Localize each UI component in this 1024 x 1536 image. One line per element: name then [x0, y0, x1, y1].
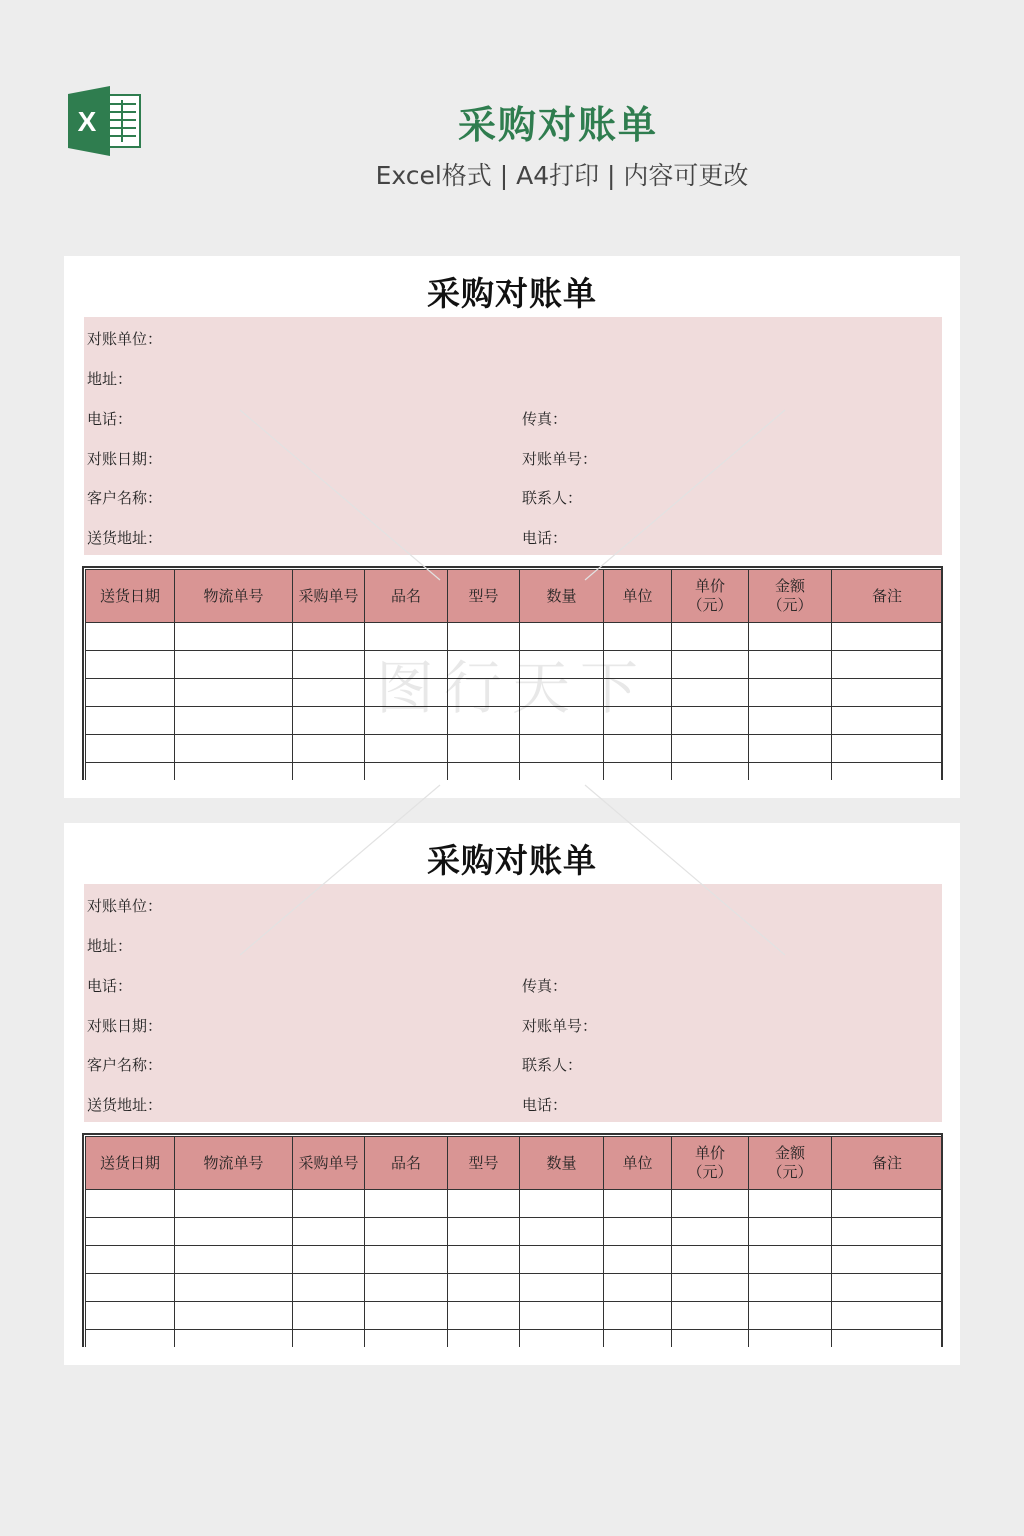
table-cell[interactable]	[86, 1330, 175, 1348]
table-cell[interactable]	[672, 763, 749, 781]
table-cell[interactable]	[175, 1190, 293, 1218]
contact-label: 联系人：	[522, 1056, 583, 1074]
table-row	[86, 1330, 943, 1348]
table-cell[interactable]	[293, 763, 365, 781]
statement-table-wrap	[82, 1133, 943, 1347]
table-cell[interactable]	[365, 707, 448, 735]
table-cell[interactable]	[365, 651, 448, 679]
table-cell[interactable]	[749, 651, 832, 679]
table-cell[interactable]	[520, 623, 604, 651]
statement-no-label: 对账单号：	[522, 1017, 598, 1035]
table-cell[interactable]	[672, 707, 749, 735]
column-header: 型号	[448, 570, 520, 623]
table-cell[interactable]	[293, 1274, 365, 1302]
table-cell[interactable]	[832, 735, 943, 763]
table-cell[interactable]	[365, 1190, 448, 1218]
phone2-label: 电话：	[522, 529, 568, 547]
date-label: 对账日期：	[87, 1017, 163, 1035]
table-cell[interactable]	[365, 735, 448, 763]
column-header: 单位	[604, 570, 672, 623]
table-cell[interactable]	[86, 735, 175, 763]
table-cell[interactable]	[749, 1246, 832, 1274]
table-cell[interactable]	[365, 1274, 448, 1302]
contact-label: 联系人：	[522, 489, 583, 507]
date-label: 对账日期：	[87, 450, 163, 468]
table-cell[interactable]	[520, 1330, 604, 1348]
table-cell[interactable]	[175, 1274, 293, 1302]
table-row	[86, 1190, 943, 1218]
column-header: 金额 （元）	[749, 1137, 832, 1190]
table-cell[interactable]	[448, 1274, 520, 1302]
phone-label: 电话：	[87, 410, 133, 428]
table-cell[interactable]	[672, 1274, 749, 1302]
account-unit-label: 对账单位：	[87, 897, 163, 915]
table-cell[interactable]	[293, 1330, 365, 1348]
table-cell[interactable]	[749, 1190, 832, 1218]
column-header: 单位	[604, 1137, 672, 1190]
table-cell[interactable]	[448, 1190, 520, 1218]
page-subtitle: Excel格式 | A4打印 | 内容可更改	[375, 161, 749, 190]
table-cell[interactable]	[749, 1330, 832, 1348]
table-cell[interactable]	[86, 651, 175, 679]
table-cell[interactable]	[832, 1330, 943, 1348]
table-cell[interactable]	[175, 1218, 293, 1246]
table-cell[interactable]	[448, 651, 520, 679]
column-header: 单价 （元）	[672, 1137, 749, 1190]
table-cell[interactable]	[365, 1218, 448, 1246]
table-cell[interactable]	[520, 1190, 604, 1218]
table-cell[interactable]	[520, 1246, 604, 1274]
table-cell[interactable]	[86, 1302, 175, 1330]
table-cell[interactable]	[448, 707, 520, 735]
address-label: 地址：	[87, 370, 133, 388]
table-cell[interactable]	[672, 1218, 749, 1246]
table-cell[interactable]	[832, 679, 943, 707]
table-row	[86, 1218, 943, 1246]
table-cell[interactable]	[672, 679, 749, 707]
table-cell[interactable]	[672, 1246, 749, 1274]
delivery-address-label: 送货地址：	[87, 1096, 163, 1114]
table-cell[interactable]	[604, 1218, 672, 1246]
table-cell[interactable]	[520, 1274, 604, 1302]
table-cell[interactable]	[175, 623, 293, 651]
table-cell[interactable]	[520, 763, 604, 781]
table-cell[interactable]	[604, 763, 672, 781]
table-cell[interactable]	[672, 1302, 749, 1330]
table-cell[interactable]	[365, 1302, 448, 1330]
table-cell[interactable]	[832, 651, 943, 679]
table-cell[interactable]	[365, 679, 448, 707]
table-cell[interactable]	[175, 679, 293, 707]
column-header: 物流单号	[175, 570, 293, 623]
table-cell[interactable]	[86, 623, 175, 651]
table-row	[86, 679, 943, 707]
account-unit-label: 对账单位：	[87, 330, 163, 348]
column-header: 备注	[832, 1137, 943, 1190]
page-title: 采购对账单	[457, 103, 658, 147]
sheet-title: 采购对账单	[427, 841, 597, 880]
table-cell[interactable]	[832, 1218, 943, 1246]
info-block	[84, 317, 942, 555]
column-header: 备注	[832, 570, 943, 623]
table-cell[interactable]	[604, 679, 672, 707]
column-header: 数量	[520, 570, 604, 623]
table-cell[interactable]	[749, 707, 832, 735]
table-row	[86, 651, 943, 679]
table-cell[interactable]	[293, 1190, 365, 1218]
table-cell[interactable]	[672, 735, 749, 763]
column-header: 型号	[448, 1137, 520, 1190]
statement-no-label: 对账单号：	[522, 450, 598, 468]
table-cell[interactable]	[832, 707, 943, 735]
table-cell[interactable]	[365, 623, 448, 651]
table-cell[interactable]	[604, 1190, 672, 1218]
table-cell[interactable]	[175, 1302, 293, 1330]
fax-label: 传真：	[522, 410, 568, 428]
table-cell[interactable]	[604, 623, 672, 651]
sheet-title: 采购对账单	[427, 274, 597, 313]
table-cell[interactable]	[832, 1302, 943, 1330]
table-cell[interactable]	[832, 763, 943, 781]
table-cell[interactable]	[749, 1302, 832, 1330]
table-header-row	[86, 570, 943, 623]
table-cell[interactable]	[749, 679, 832, 707]
table-cell[interactable]	[293, 735, 365, 763]
table-cell[interactable]	[293, 707, 365, 735]
table-cell[interactable]	[604, 1330, 672, 1348]
table-cell[interactable]	[448, 1330, 520, 1348]
table-cell[interactable]	[604, 1302, 672, 1330]
table-cell[interactable]	[365, 1246, 448, 1274]
table-cell[interactable]	[520, 735, 604, 763]
table-cell[interactable]	[832, 1274, 943, 1302]
address-label: 地址：	[87, 937, 133, 955]
table-cell[interactable]	[175, 1330, 293, 1348]
statement-table	[85, 1136, 943, 1347]
column-header: 单价 （元）	[672, 570, 749, 623]
table-cell[interactable]	[448, 679, 520, 707]
statement-table-wrap	[82, 566, 943, 780]
table-cell[interactable]	[293, 623, 365, 651]
table-cell[interactable]	[293, 679, 365, 707]
phone2-label: 电话：	[522, 1096, 568, 1114]
phone-label: 电话：	[87, 977, 133, 995]
column-header: 采购单号	[293, 570, 365, 623]
table-cell[interactable]	[448, 623, 520, 651]
table-cell[interactable]	[86, 707, 175, 735]
table-cell[interactable]	[520, 651, 604, 679]
column-header: 采购单号	[293, 1137, 365, 1190]
table-cell[interactable]	[832, 1190, 943, 1218]
table-cell[interactable]	[749, 735, 832, 763]
table-cell[interactable]	[520, 679, 604, 707]
table-cell[interactable]	[86, 679, 175, 707]
column-header: 金额 （元）	[749, 570, 832, 623]
table-cell[interactable]	[604, 707, 672, 735]
table-cell[interactable]	[604, 1246, 672, 1274]
table-header-row	[86, 1137, 943, 1190]
table-cell[interactable]	[604, 651, 672, 679]
column-header: 品名	[365, 1137, 448, 1190]
table-cell[interactable]	[672, 1190, 749, 1218]
statement-table	[85, 569, 943, 780]
delivery-address-label: 送货地址：	[87, 529, 163, 547]
fax-label: 传真：	[522, 977, 568, 995]
column-header: 送货日期	[86, 570, 175, 623]
table-row	[86, 735, 943, 763]
logo-letter: X	[77, 106, 97, 137]
table-row	[86, 623, 943, 651]
table-cell[interactable]	[448, 1246, 520, 1274]
statement-sheet-2	[64, 823, 960, 1365]
table-cell[interactable]	[293, 1246, 365, 1274]
statement-sheet-1	[64, 256, 960, 798]
table-row	[86, 1302, 943, 1330]
table-cell[interactable]	[365, 763, 448, 781]
table-cell[interactable]	[293, 1218, 365, 1246]
table-row	[86, 1274, 943, 1302]
table-cell[interactable]	[86, 1190, 175, 1218]
table-cell[interactable]	[175, 651, 293, 679]
table-cell[interactable]	[832, 623, 943, 651]
table-cell[interactable]	[293, 1302, 365, 1330]
table-cell[interactable]	[175, 707, 293, 735]
column-header: 品名	[365, 570, 448, 623]
table-cell[interactable]	[175, 763, 293, 781]
table-cell[interactable]	[448, 1302, 520, 1330]
table-cell[interactable]	[365, 1330, 448, 1348]
table-cell[interactable]	[86, 1274, 175, 1302]
table-cell[interactable]	[672, 651, 749, 679]
info-block	[84, 884, 942, 1122]
table-row	[86, 763, 943, 781]
table-cell[interactable]	[749, 1274, 832, 1302]
table-cell[interactable]	[520, 707, 604, 735]
table-cell[interactable]	[86, 1246, 175, 1274]
table-cell[interactable]	[448, 735, 520, 763]
table-cell[interactable]	[448, 763, 520, 781]
table-cell[interactable]	[604, 735, 672, 763]
table-cell[interactable]	[749, 623, 832, 651]
table-cell[interactable]	[749, 763, 832, 781]
table-cell[interactable]	[672, 623, 749, 651]
table-cell[interactable]	[86, 763, 175, 781]
table-cell[interactable]	[175, 735, 293, 763]
table-cell[interactable]	[520, 1302, 604, 1330]
customer-name-label: 客户名称：	[87, 1056, 163, 1074]
table-cell[interactable]	[448, 1218, 520, 1246]
table-cell[interactable]	[86, 1218, 175, 1246]
column-header: 数量	[520, 1137, 604, 1190]
column-header: 物流单号	[175, 1137, 293, 1190]
table-row	[86, 707, 943, 735]
table-cell[interactable]	[672, 1330, 749, 1348]
table-cell[interactable]	[175, 1246, 293, 1274]
table-cell[interactable]	[293, 651, 365, 679]
table-row	[86, 1246, 943, 1274]
table-cell[interactable]	[749, 1218, 832, 1246]
table-cell[interactable]	[604, 1274, 672, 1302]
table-cell[interactable]	[520, 1218, 604, 1246]
column-header: 送货日期	[86, 1137, 175, 1190]
customer-name-label: 客户名称：	[87, 489, 163, 507]
table-cell[interactable]	[832, 1246, 943, 1274]
